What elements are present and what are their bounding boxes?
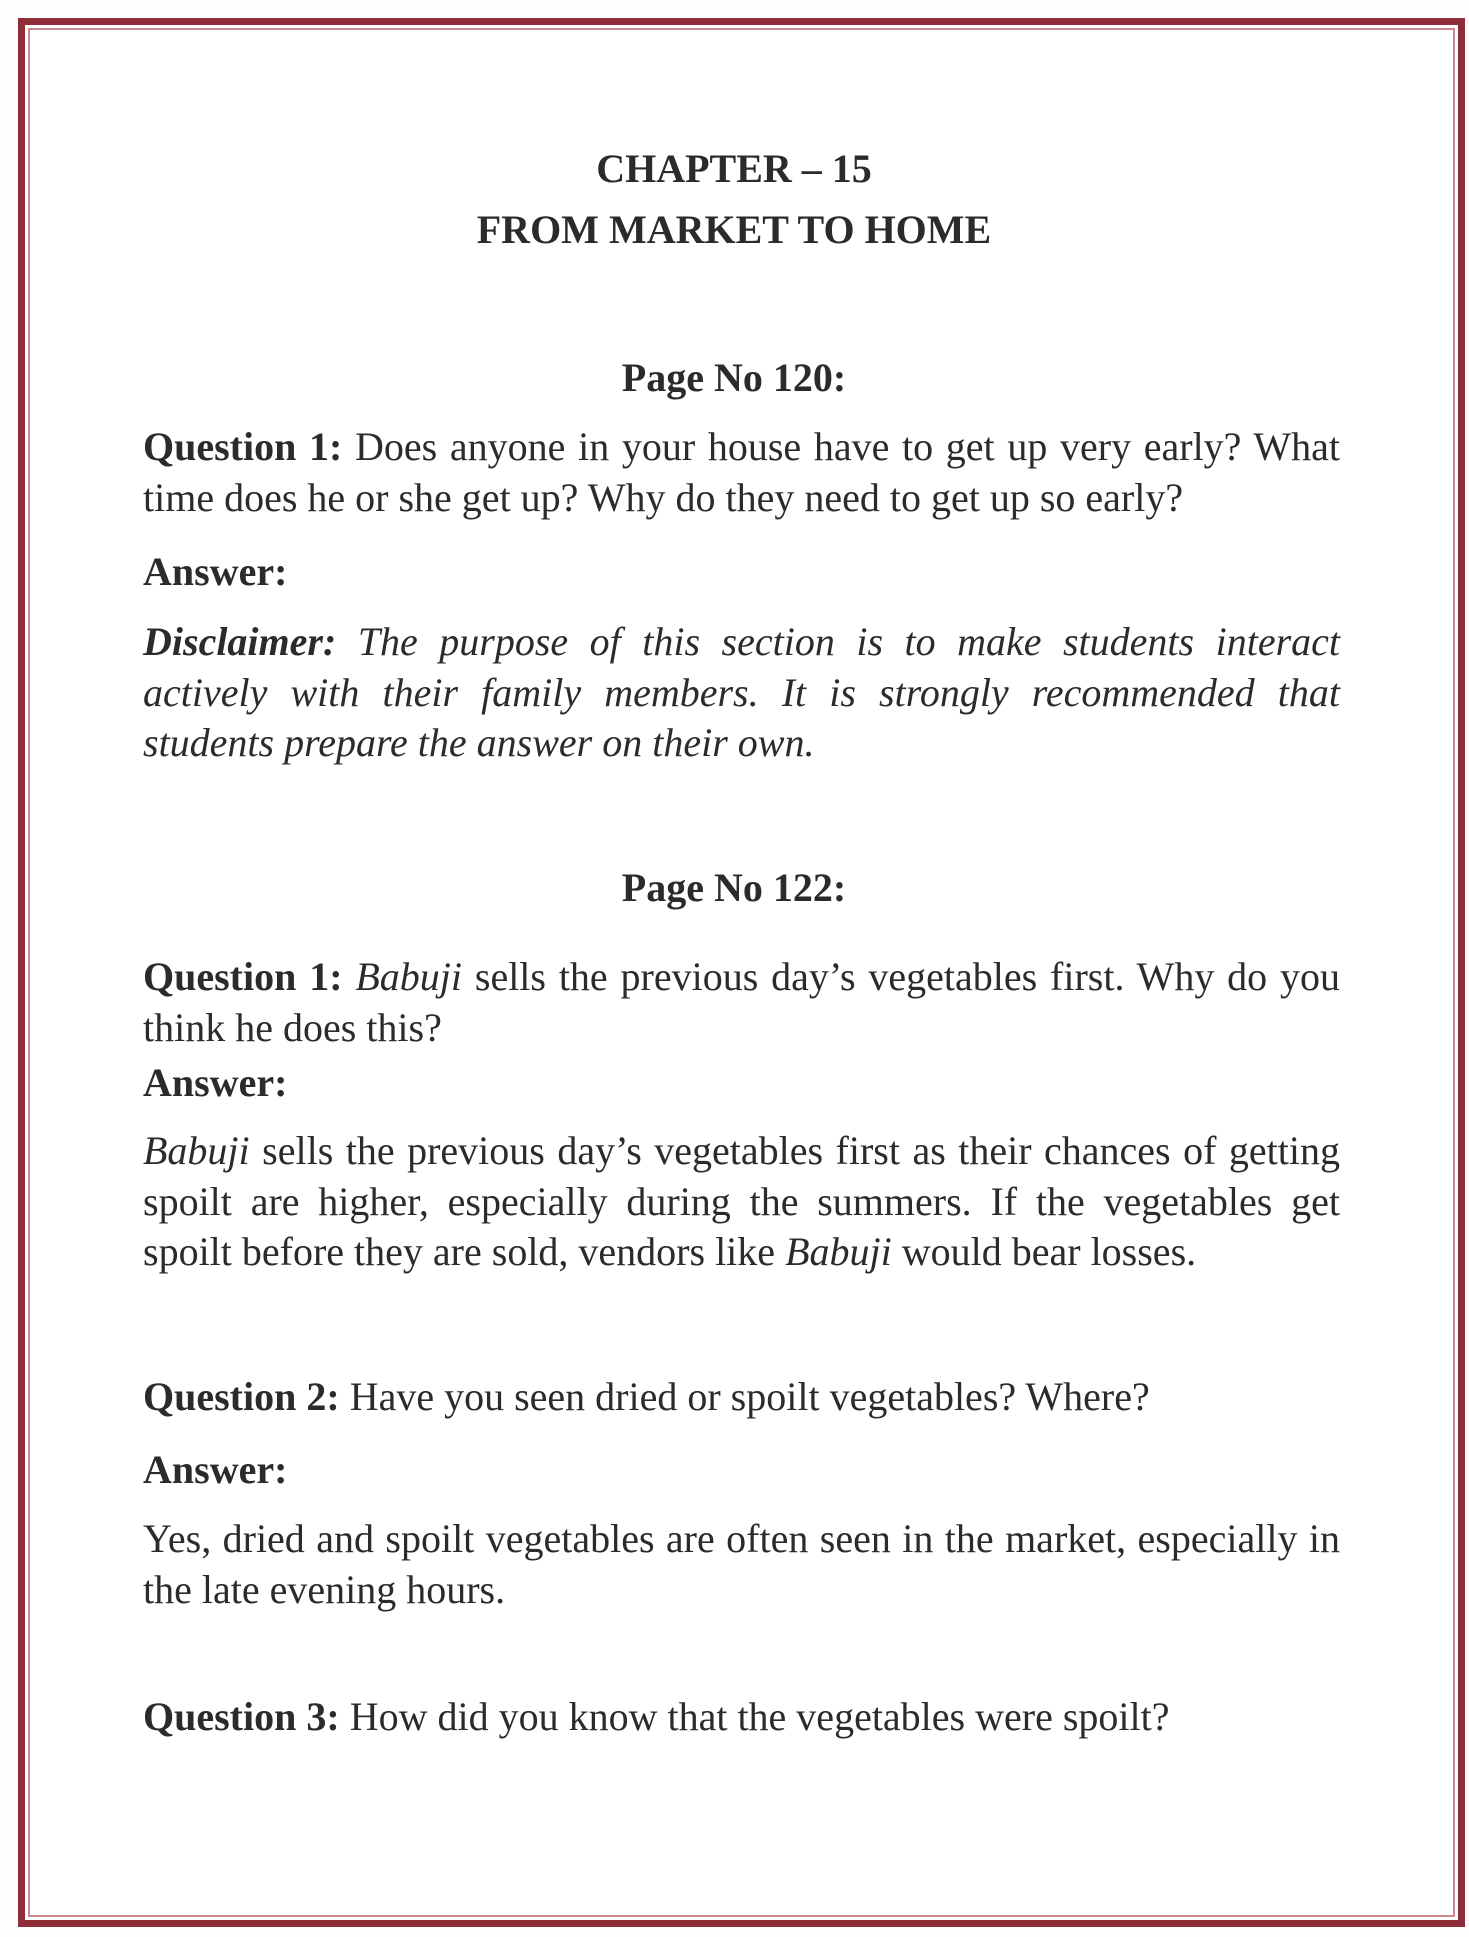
answer-line [143,1126,1340,1177]
disclaimer-block [143,617,1340,769]
question-line: think he does this? [143,1004,442,1050]
question-italic-name: Babuji [355,954,463,999]
question-line [143,1692,1340,1743]
question-block-p122-q2 [143,1372,1340,1423]
answer-label: Answer: [143,549,288,594]
answer-block-p122-q2 [143,1514,1340,1615]
answer-italic-name: Babuji [785,1229,892,1274]
question-line [143,952,1340,1003]
disclaimer-line: students prepare the answer on their own. [143,720,815,765]
question-text: sells the previous day’s vegetables first. Why do you [474,954,1340,999]
question-text: How did you know that the vegetables were spoilt? [349,1694,1170,1739]
answer-line [143,1227,1340,1278]
answer-label: Answer: [143,1060,288,1105]
answer-text: sells the previous day’s vegetables first as their chances of getting [262,1128,1340,1173]
disclaimer-line: actively with their family members. It is strongly recommended that [143,669,1340,715]
answer-text: would bear losses. [901,1229,1197,1274]
question-label: Question 2: [143,1374,340,1419]
question-block-p122-q3 [143,1692,1340,1743]
disclaimer-label: Disclaimer: [143,619,337,664]
question-block-p120-q1 [143,422,1340,523]
disclaimer-line [143,617,1340,668]
answer-line: the late evening hours. [143,1566,506,1612]
answer-block-p122-q1 [143,1126,1340,1278]
page-heading-120: Page No 120: [621,355,847,400]
page-heading-122: Page No 122: [621,865,847,910]
question-block-p122-q1 [143,952,1340,1053]
question-label: Question 1: [143,424,343,469]
question-label: Question 1: [143,954,343,999]
answer-italic-name: Babuji [143,1128,250,1173]
answer-label: Answer: [143,1447,288,1492]
question-line: time does he or she get up? Why do they need to get up so early? [143,474,1184,520]
answer-line: spoilt are higher, especially during the summers. If the vegetables get [143,1178,1340,1224]
answer-line: Yes, dried and spoilt vegetables are often seen in the market, especially in [143,1516,1340,1561]
question-text: Have you seen dried or spoilt vegetables? Where? [349,1374,1150,1419]
chapter-title: FROM MARKET TO HOME [476,207,992,252]
question-label: Question 3: [143,1694,340,1739]
answer-text: spoilt before they are sold, vendors like [143,1229,776,1274]
chapter-number: CHAPTER – 15 [596,146,872,191]
question-text: Does anyone in your house have to get up very early? What [355,424,1341,469]
question-line [143,1372,1340,1423]
question-line [143,422,1340,473]
disclaimer-text: The purpose of this section is to make students interact [357,619,1341,664]
